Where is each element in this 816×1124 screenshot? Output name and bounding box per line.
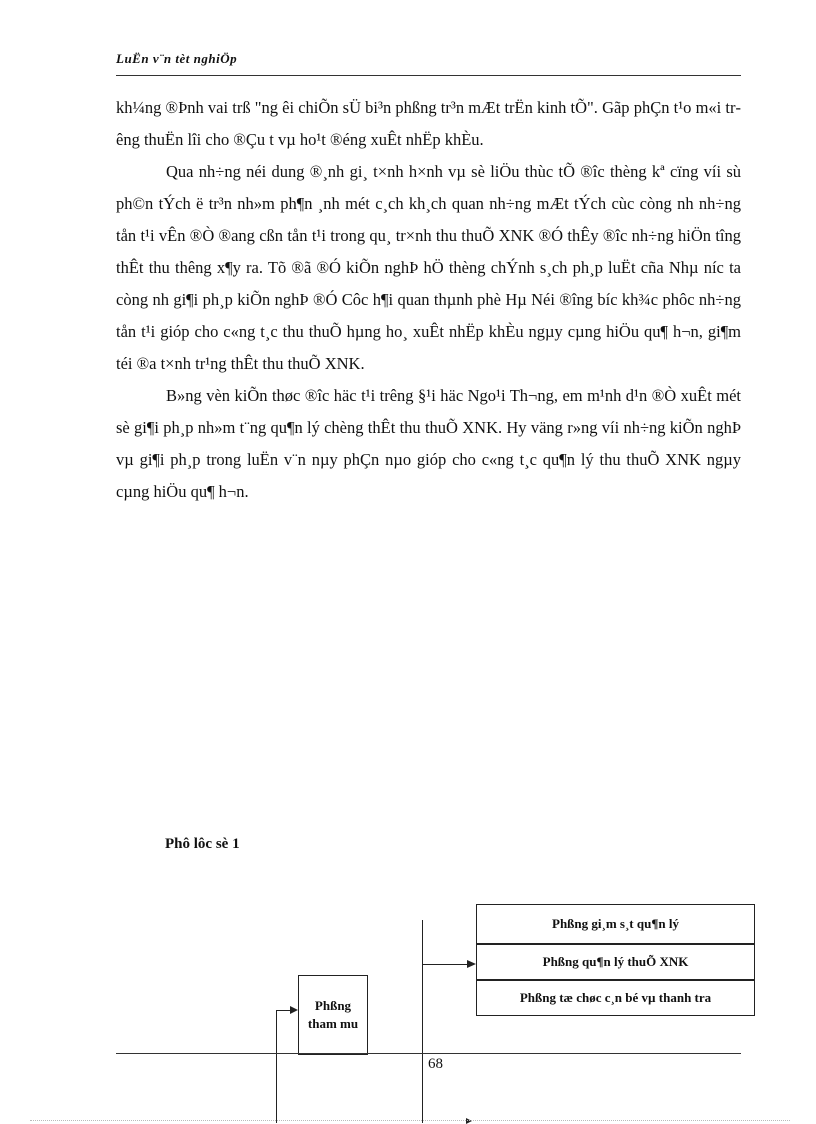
org-box-personnel-inspection: Phßng tæ chøc c¸n bé vµ thanh tra bbox=[476, 980, 755, 1016]
org-box-supervision: Phßng gi¸m s¸t qu¶n lý bbox=[476, 904, 755, 944]
appendix-title: Phô lôc sè 1 bbox=[165, 836, 240, 852]
body-text bbox=[116, 92, 741, 508]
paragraph-3: B»ng vèn kiÕn thøc ®îc häc t¹i trêng §¹i häc Ngo¹i Th¬ng, em m¹nh d¹n ®Ò xuÊt mét sè gi¶i ph¸p nh»m t¨ng qu¶n lý chèng thÊt thu thuÕ XNK. Hy väng r»ng víi nh÷ng kiÕn nghÞ vµ gi¶i ph¸p trong luËn v¨n nµy phÇn nµo gióp cho c«ng t¸c qu¶n lý thu thuÕ XNK ngµy cµng hiÖu qu¶ h¬n. bbox=[116, 386, 741, 501]
connector-to-advisory-box bbox=[277, 1010, 291, 1011]
page-number: 68 bbox=[428, 1056, 443, 1072]
paragraph-1: kh¼ng ®Þnh vai trß "ng êi chiÕn sÜ bi³n phßng tr³n mÆt trËn kinh tÕ". Gãp phÇn t¹o m«i trêng thuËn lîi cho ®Çu t vµ ho¹t ®éng xuÊt nhËp khÈu. bbox=[116, 98, 741, 149]
org-box-tax-management: Phßng qu¶n lý thuÕ XNK bbox=[476, 944, 755, 980]
arrow-right-icon bbox=[290, 1006, 298, 1014]
org-box-advisory: Phßng tham mu bbox=[298, 975, 368, 1055]
page-edge-dots bbox=[30, 1120, 790, 1121]
connector-to-tax-box bbox=[423, 964, 469, 965]
footer-divider bbox=[116, 1053, 741, 1054]
connector-left-vertical bbox=[276, 1010, 277, 1123]
arrow-right-icon bbox=[467, 960, 476, 968]
page-header-title: LuËn v¨n tèt nghiÖp bbox=[116, 51, 238, 66]
header-divider bbox=[116, 75, 741, 76]
arrow-right-icon bbox=[466, 1118, 472, 1124]
paragraph-2: Qua nh÷ng néi dung ®¸nh gi¸ t×nh h×nh vµ sè liÖu thùc tÕ ®îc thèng kª cïng víi sù ph©n tÝch ë tr³n nh»m ph¶n ¸nh mét c¸ch kh¸ch quan nh÷ng mÆt tÝch cùc còng nh nh÷ng tån t¹i vÊn ®Ò ®ang cßn tån t¹i trong qu¸ tr×nh thu thuÕ XNK ®Ó thÊy ®îc nh÷ng hiÖn tîng thÊt thu thêng x¶y ra. Tõ ®ã ®Ó kiÕn nghÞ hÖ thèng chÝnh s¸ch ph¸p luËt cña Nhµ níc ta còng nh gi¶i ph¸p kiÕn nghÞ ®Ó Côc h¶i quan thµnh phè Hµ Néi ®îng bíc kh¾c phôc nh÷ng tån t¹i gióp cho c«ng t¸c thu thuÕ hµng ho¸ xuÊt nhËp khÈu ngµy cµng hiÖu qu¶ h¬n, gi¶m téi ®a t×nh tr¹ng thÊt thu thuÕ XNK. bbox=[116, 162, 741, 373]
connector-main-vertical bbox=[422, 920, 423, 1123]
